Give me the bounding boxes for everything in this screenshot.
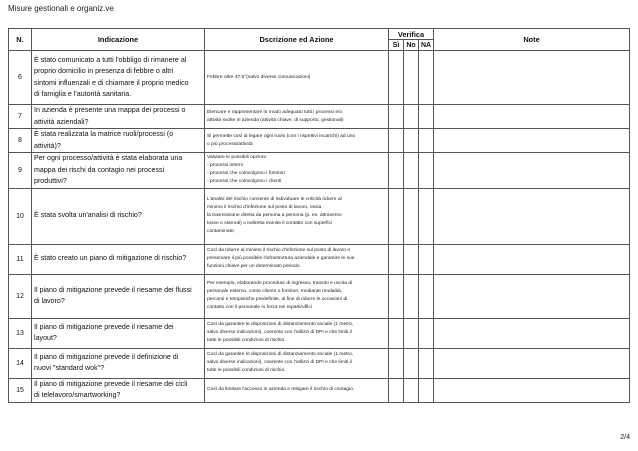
indicazione-line: mappa dei rischi da contagio nei processi (34, 165, 165, 174)
verifica-na-cell[interactable] (419, 105, 434, 129)
indicazione-line: attività aziendali? (34, 117, 89, 126)
row-indicazione (32, 244, 205, 274)
header-descrizione: Dscrizione ed Azione (205, 29, 389, 51)
row-descrizione (205, 274, 389, 318)
verifica-no-cell[interactable] (404, 274, 419, 318)
descrizione-line: L'analisi del rischio consente di individuare le criticità ridurre al (207, 197, 342, 202)
verifica-si-cell[interactable] (389, 153, 404, 189)
descrizione-line: preservare il più possibile l'infrastruttura aziendale e garantire le sue (207, 256, 355, 261)
descrizione-line: - processi interni (207, 163, 243, 169)
table-row (9, 378, 630, 402)
verifica-si-cell[interactable] (389, 51, 404, 105)
descrizione-line: funzioni chiave per un determinato periodo. (207, 264, 301, 269)
row-number: 14 (9, 348, 32, 378)
row-number: 13 (9, 318, 32, 348)
indicazione-line: È stato creato un piano di mitigazione di rischio? (34, 254, 187, 263)
header-si: Sì (389, 40, 404, 51)
table-row (9, 274, 630, 318)
row-number: 9 (9, 153, 32, 189)
table-row (9, 153, 630, 189)
row-descrizione (205, 153, 389, 189)
indicazione-line: di lavoro? (34, 297, 65, 305)
verifica-si-cell[interactable] (389, 318, 404, 348)
indicazione-line: Il piano di mitigazione prevede il riesame dei cicli (34, 379, 188, 388)
verifica-na-cell[interactable] (419, 51, 434, 105)
row-indicazione (32, 105, 205, 129)
indicazione-line: produttivi? (34, 177, 67, 185)
header-no: No (404, 40, 419, 51)
table-row (9, 348, 630, 378)
descrizione-line: percorsi e tempistiche predefinite, al fine di ridurre le occasioni di (207, 297, 348, 302)
verifica-no-cell[interactable] (404, 51, 419, 105)
descrizione-line: contaminate; (207, 229, 236, 234)
header-na: NA (419, 40, 434, 51)
verifica-si-cell[interactable] (389, 188, 404, 244)
row-number: 6 (9, 51, 32, 105)
note-cell[interactable] (434, 274, 630, 318)
descrizione-line: Così da garantire le disposizioni di distanziamento sociale (1 metro, (207, 322, 354, 327)
descrizione-line: Così da garantire le disposizioni di distanziamento sociale (1 metro, (207, 352, 354, 357)
verifica-no-cell[interactable] (404, 244, 419, 274)
verifica-si-cell[interactable] (389, 274, 404, 318)
indicazione-line: È stata svolta un'analisi di rischio? (34, 211, 142, 220)
verifica-no-cell[interactable] (404, 129, 419, 153)
verifica-si-cell[interactable] (389, 129, 404, 153)
descrizione-line: tutte le possibili condizioni di rischio. (207, 368, 286, 373)
descrizione-line: personale esterno, come cliento o fornitori, mediante modalità, (207, 289, 343, 294)
row-descrizione (205, 318, 389, 348)
page-number: 2/4 (620, 434, 630, 441)
row-number: 15 (9, 378, 32, 402)
verifica-na-cell[interactable] (419, 244, 434, 274)
table-row (9, 129, 630, 153)
indicazione-line: In azienda è presente una mappa dei processi o (34, 106, 186, 114)
row-indicazione (32, 378, 205, 402)
row-descrizione (205, 129, 389, 153)
verifica-na-cell[interactable] (419, 378, 434, 402)
indicazione-line: Il piano di mitigazione prevede il riesame dei (34, 322, 174, 331)
descrizione-line: Per esempio, elaborando procedure di ingresso, transito e uscita di (207, 281, 353, 286)
descrizione-line: salvo diverse indicazioni), coerente con l'utilizzi di DPI e che limiti il (207, 330, 352, 335)
indicazione-line: Il piano di mitigazione prevede il riesame dei flussi (34, 285, 192, 294)
verifica-si-cell[interactable] (389, 348, 404, 378)
descrizione-line: Valutare le possibili opzioni: (207, 155, 267, 161)
descrizione-line: attività svolte in azienda (attività chiave, di supporto, gestionali) (207, 117, 344, 123)
verifica-no-cell[interactable] (404, 188, 419, 244)
indicazione-line: di telelavoro/smartworking? (34, 391, 121, 399)
indicazione-line: nuovi "standard wok"? (34, 364, 105, 372)
verifica-si-cell[interactable] (389, 378, 404, 402)
row-descrizione (205, 51, 389, 105)
indicazione-line: Il piano di mitigazione prevede il definizione di (34, 352, 179, 361)
note-cell[interactable] (434, 244, 630, 274)
row-descrizione (205, 105, 389, 129)
verifica-na-cell[interactable] (419, 153, 434, 189)
verifica-na-cell[interactable] (419, 188, 434, 244)
indicazione-line: attività)? (34, 141, 61, 150)
verifica-na-cell[interactable] (419, 348, 434, 378)
row-number: 11 (9, 244, 32, 274)
descrizione-line: salvo diverse indicazioni), coerente con l'utilizzi di DPI e che limiti il (207, 360, 352, 365)
verifica-no-cell[interactable] (404, 153, 419, 189)
header-verifica: Verifica (389, 29, 434, 40)
row-indicazione (32, 153, 205, 189)
descrizione-line: la trasmissione diretta da persona a persona (p. es. attraverso (207, 213, 342, 218)
document-title: Misure gestionali e organiz.ve (8, 4, 114, 13)
indicazione-line: È stato comunicato a tutti l'obbligo di rimanere al (34, 55, 187, 64)
row-indicazione (32, 348, 205, 378)
note-cell[interactable] (434, 378, 630, 402)
verifica-na-cell[interactable] (419, 318, 434, 348)
row-descrizione (205, 348, 389, 378)
verifica-si-cell[interactable] (389, 105, 404, 129)
descrizione-line: - processi che coinvolgono i clienti (207, 179, 282, 185)
descrizione-line: - processi che coinvolgono i fornitori (207, 171, 286, 177)
table-row (9, 318, 630, 348)
descrizione-line: Così da limitare l'accesso in azienda e mitigare il rischio di contagio. (207, 387, 355, 392)
descrizione-line: Elencare e rappresentare in modo adeguato tutti i processi e/o (207, 109, 343, 115)
verifica-no-cell[interactable] (404, 348, 419, 378)
note-cell[interactable] (434, 129, 630, 153)
row-number: 7 (9, 105, 32, 129)
note-cell[interactable] (434, 51, 630, 105)
verifica-na-cell[interactable] (419, 129, 434, 153)
note-cell[interactable] (434, 105, 630, 129)
descrizione-line: tutte le possibili condizioni di rischio. (207, 338, 286, 343)
row-number: 12 (9, 274, 32, 318)
header-note: Note (434, 29, 630, 51)
descrizione-line: Si permette così di legare ogni ruolo (con i rispettivi incarichi) ad uno (207, 133, 356, 139)
note-cell[interactable] (434, 153, 630, 189)
note-cell[interactable] (434, 348, 630, 378)
row-descrizione (205, 378, 389, 402)
table-row (9, 105, 630, 129)
row-indicazione (32, 188, 205, 244)
row-indicazione (32, 129, 205, 153)
descrizione-line: Febbre oltre 37.5°(salvo diverse comunicazioni) (207, 74, 311, 80)
table-row (9, 51, 630, 105)
header-indicazione: Indicazione (32, 29, 205, 51)
checklist-table (8, 28, 630, 403)
descrizione-line: minimo il rischio d'infezione sul posto di lavoro, ossia (207, 205, 322, 210)
descrizione-line: contatto con il personale in forza nei reparti/uffici (207, 305, 312, 310)
row-number: 10 (9, 188, 32, 244)
indicazione-line: sintomi influenzali e di chiamare il proprio medico (34, 78, 189, 87)
verifica-na-cell[interactable] (419, 274, 434, 318)
descrizione-line: o più processi/attività (207, 141, 253, 147)
verifica-no-cell[interactable] (404, 318, 419, 348)
row-number: 8 (9, 129, 32, 153)
indicazione-line: Per ogni processo/attività è stata elaborata una (34, 154, 183, 162)
indicazione-line: proprio domicilio in presenza di febbre o altri (34, 67, 174, 75)
row-descrizione (205, 188, 389, 244)
row-descrizione (205, 244, 389, 274)
verifica-no-cell[interactable] (404, 105, 419, 129)
table-row (9, 244, 630, 274)
header-n: N. (9, 29, 32, 51)
row-indicazione (32, 274, 205, 318)
descrizione-line: Così da ridurre al minimo il rischio d'infezione sul posto di lavoro e (207, 248, 351, 253)
indicazione-line: È stata realizzata la matrice ruoli/processi (o (34, 130, 174, 138)
note-cell[interactable] (434, 318, 630, 348)
descrizione-line: tosse o starnuti) o indiretta tramite il contatto con superfici (207, 221, 333, 226)
row-indicazione (32, 51, 205, 105)
indicazione-line: di famiglia e l'autorità sanitaria. (34, 90, 132, 98)
row-indicazione (32, 318, 205, 348)
table-row (9, 188, 630, 244)
verifica-si-cell[interactable] (389, 244, 404, 274)
note-cell[interactable] (434, 188, 630, 244)
indicazione-line: layout? (34, 334, 57, 342)
verifica-no-cell[interactable] (404, 378, 419, 402)
